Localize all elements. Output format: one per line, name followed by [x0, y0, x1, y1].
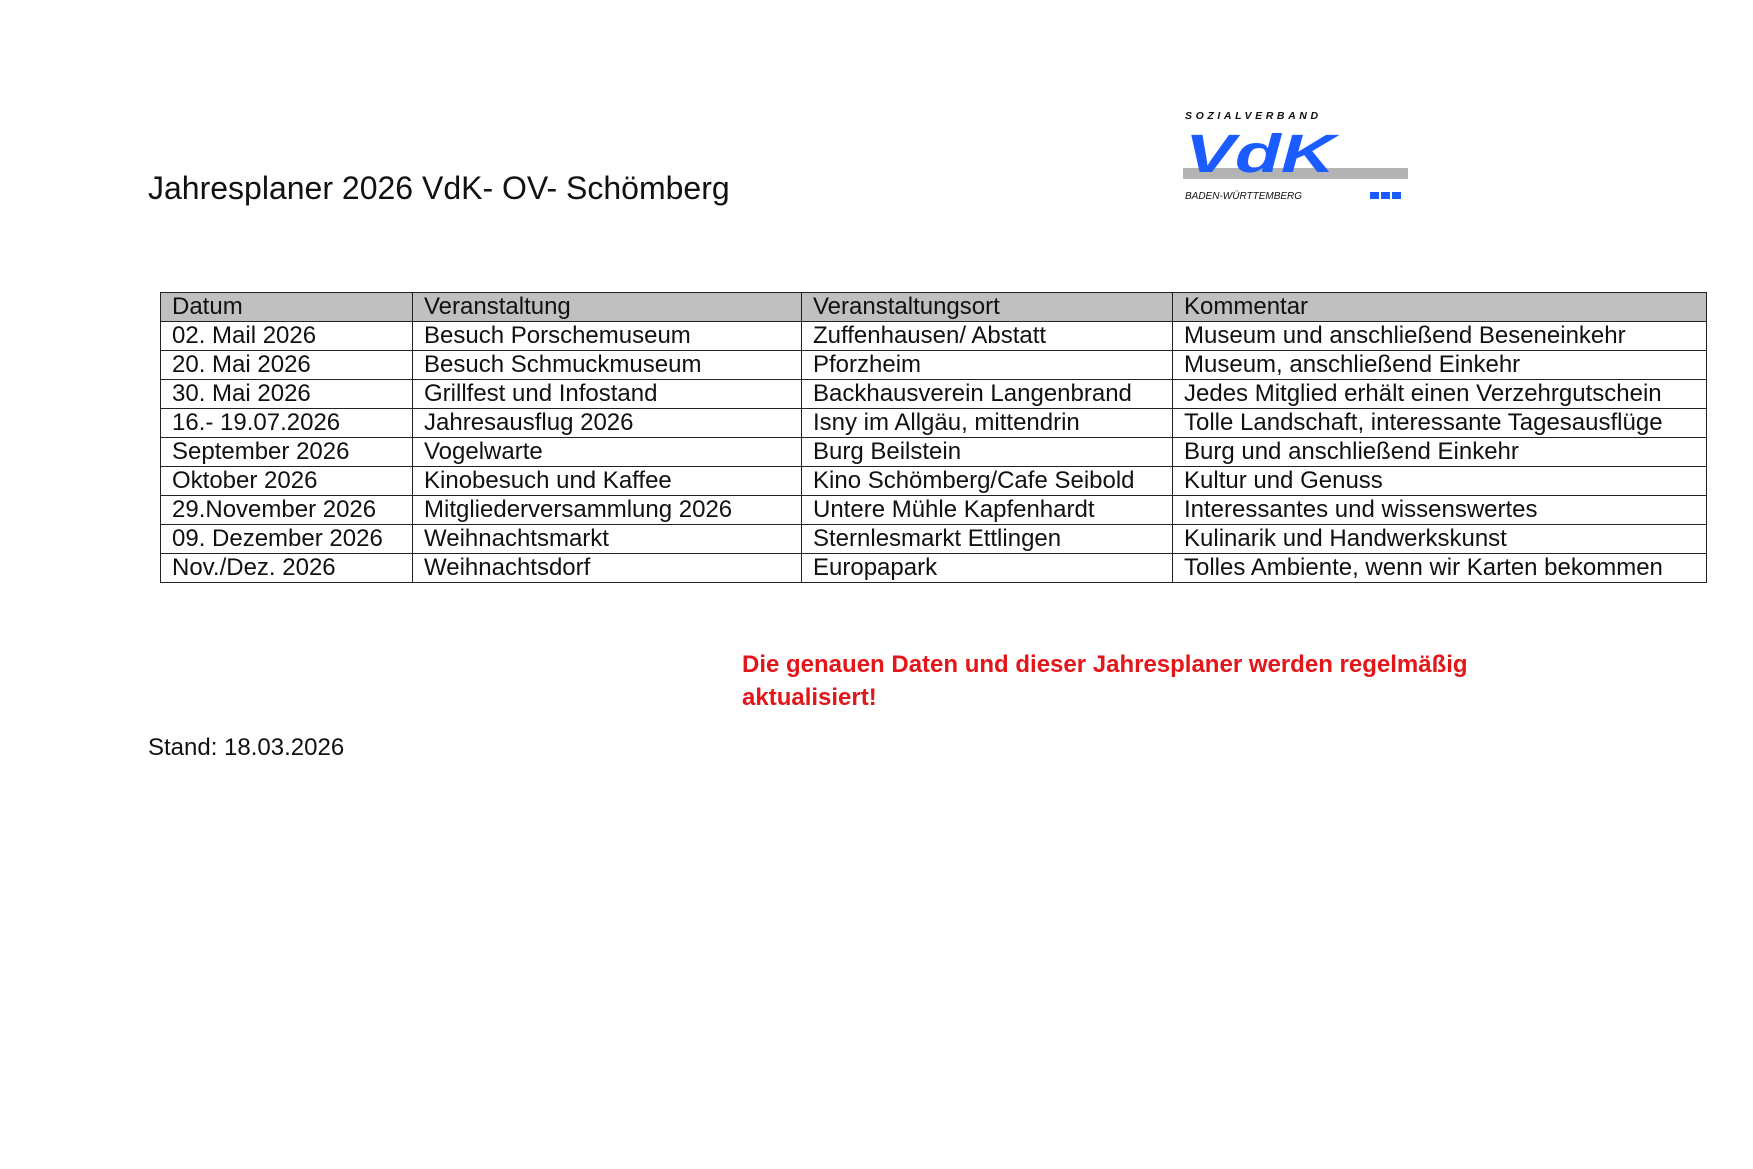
cell-datum: Nov./Dez. 2026 — [161, 554, 413, 583]
header-datum: Datum — [161, 293, 413, 322]
header-veranstaltungsort: Veranstaltungsort — [802, 293, 1173, 322]
cell-kommentar: Museum, anschließend Einkehr — [1173, 351, 1707, 380]
table-row — [161, 467, 1707, 496]
cell-veranstaltung: Kinobesuch und Kaffee — [413, 467, 802, 496]
update-notice: Die genauen Daten und dieser Jahresplaner werden regelmäßig aktualisiert! — [742, 651, 1468, 711]
header-veranstaltung: Veranstaltung — [413, 293, 802, 322]
event-table — [160, 292, 1707, 583]
cell-veranstaltung: Besuch Schmuckmuseum — [413, 351, 802, 380]
cell-veranstaltungsort: Burg Beilstein — [802, 438, 1173, 467]
cell-veranstaltung: Grillfest und Infostand — [413, 380, 802, 409]
logo-bottom-text: BADEN-WÜRTTEMBERG — [1185, 191, 1303, 202]
cell-veranstaltungsort: Zuffenhausen/ Abstatt — [802, 322, 1173, 351]
cell-datum: September 2026 — [161, 438, 413, 467]
cell-datum: 16.- 19.07.2026 — [161, 409, 413, 438]
cell-veranstaltungsort: Sternlesmarkt Ettlingen — [802, 525, 1173, 554]
cell-kommentar: Tolle Landschaft, interessante Tagesausflüge — [1173, 409, 1707, 438]
cell-datum: 09. Dezember 2026 — [161, 525, 413, 554]
table-header-row — [161, 293, 1707, 322]
vdk-logo — [1183, 108, 1413, 204]
cell-datum: Oktober 2026 — [161, 467, 413, 496]
cell-veranstaltungsort: Backhausverein Langenbrand — [802, 380, 1173, 409]
cell-datum: 30. Mai 2026 — [161, 380, 413, 409]
logo-square-1 — [1370, 192, 1379, 199]
logo-square-2 — [1381, 192, 1390, 199]
table-row — [161, 322, 1707, 351]
cell-veranstaltungsort: Pforzheim — [802, 351, 1173, 380]
cell-kommentar: Kultur und Genuss — [1173, 467, 1707, 496]
table-row — [161, 525, 1707, 554]
cell-veranstaltungsort: Untere Mühle Kapfenhardt — [802, 496, 1173, 525]
table-row — [161, 409, 1707, 438]
page-title: Jahresplaner 2026 VdK- OV- Schömberg — [148, 170, 730, 206]
table-row — [161, 496, 1707, 525]
cell-veranstaltung: Jahresausflug 2026 — [413, 409, 802, 438]
cell-veranstaltung: Mitgliederversammlung 2026 — [413, 496, 802, 525]
cell-kommentar: Museum und anschließend Beseneinkehr — [1173, 322, 1707, 351]
table-row — [161, 438, 1707, 467]
cell-veranstaltungsort: Europapark — [802, 554, 1173, 583]
header-kommentar: Kommentar — [1173, 293, 1707, 322]
cell-datum: 29.November 2026 — [161, 496, 413, 525]
logo-top-text: SOZIALVERBAND — [1185, 110, 1322, 122]
logo-main-text: VdK — [1185, 124, 1341, 184]
cell-kommentar: Tolles Ambiente, wenn wir Karten bekommen — [1173, 554, 1707, 583]
cell-veranstaltung: Weihnachtsdorf — [413, 554, 802, 583]
cell-kommentar: Burg und anschließend Einkehr — [1173, 438, 1707, 467]
cell-kommentar: Interessantes und wissenswertes — [1173, 496, 1707, 525]
stand-date: Stand: 18.03.2026 — [148, 734, 345, 761]
table-row — [161, 380, 1707, 409]
cell-veranstaltung: Weihnachtsmarkt — [413, 525, 802, 554]
cell-datum: 20. Mai 2026 — [161, 351, 413, 380]
table-row — [161, 351, 1707, 380]
cell-veranstaltung: Vogelwarte — [413, 438, 802, 467]
logo-square-3 — [1392, 192, 1401, 199]
cell-datum: 02. Mail 2026 — [161, 322, 413, 351]
cell-kommentar: Kulinarik und Handwerkskunst — [1173, 525, 1707, 554]
table-row — [161, 554, 1707, 583]
cell-kommentar: Jedes Mitglied erhält einen Verzehrgutschein — [1173, 380, 1707, 409]
cell-veranstaltung: Besuch Porschemuseum — [413, 322, 802, 351]
cell-veranstaltungsort: Isny im Allgäu, mittendrin — [802, 409, 1173, 438]
cell-veranstaltungsort: Kino Schömberg/Cafe Seibold — [802, 467, 1173, 496]
